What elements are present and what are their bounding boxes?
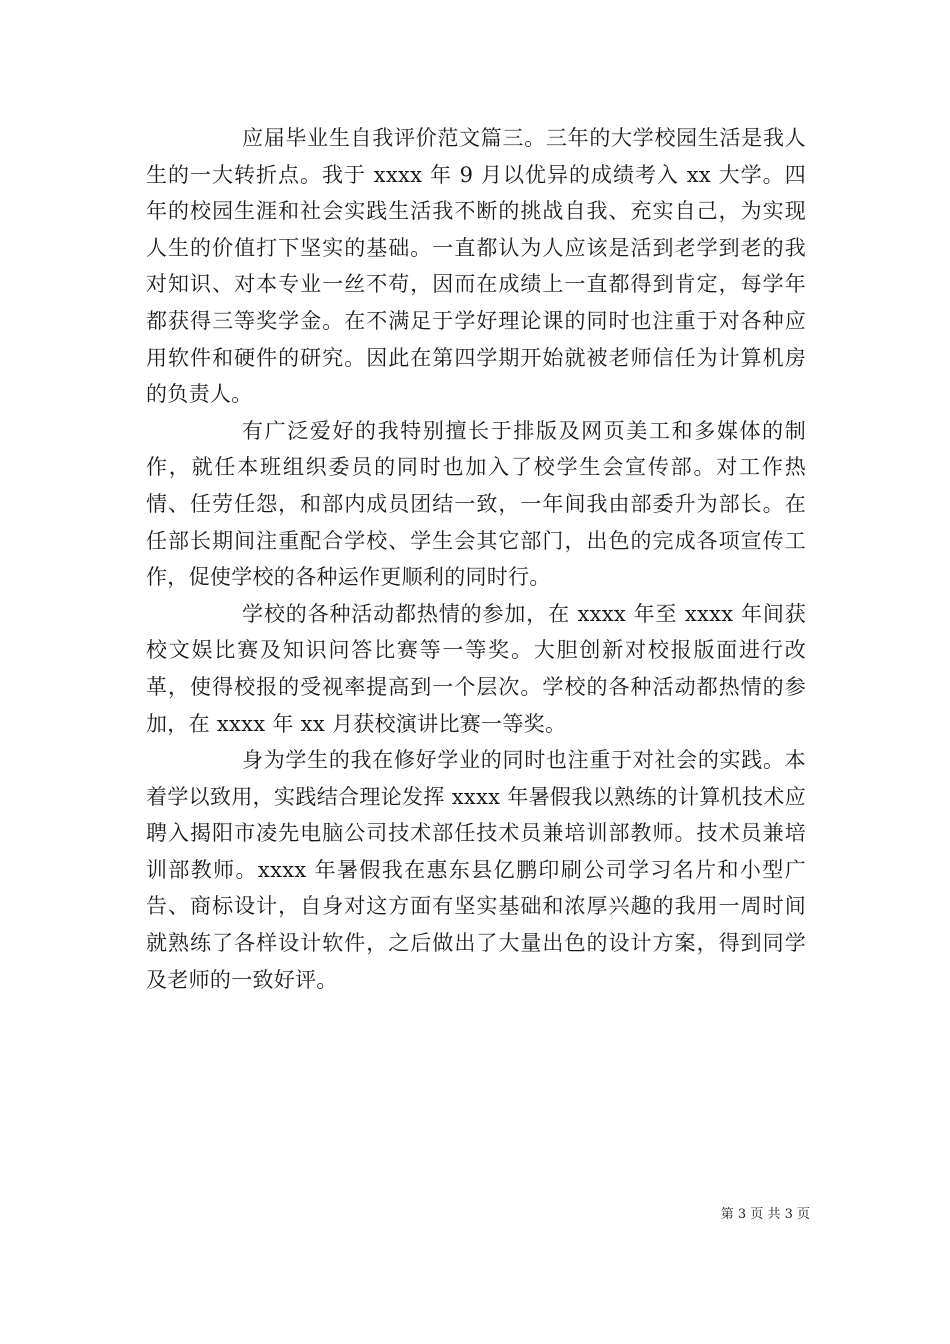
- paragraph-3: 学校的各种活动都热情的参加，在 xxxx 年至 xxxx 年间获校文娱比赛及知识问答比赛等一等奖。大胆创新对校报版面进行改革，使得校报的受视率提高到一个层次。学校的各种活动都热情的参加，在 xxxx 年 xx 月获校演讲比赛一等奖。: [146, 601, 806, 736]
- paragraph-2: 有广泛爱好的我特别擅长于排版及网页美工和多媒体的制作，就任本班组织委员的同时也加入了校学生会宣传部。对工作热情、任劳任怨，和部内成员团结一致，一年间我由部委升为部长。在任部长期间注重配合学校、学生会其它部门，出色的完成各项宣传工作，促使学校的各种运作更顺利的同时行。: [146, 418, 806, 590]
- document-body: [146, 120, 806, 998]
- paragraph-1: 应届毕业生自我评价范文篇三。三年的大学校园生活是我人生的一大转折点。我于 xxxx 年 9 月以优异的成绩考入 xx 大学。四年的校园生涯和社会实践生活我不断的挑战自我、充实自己，为实现人生的价值打下坚实的基础。一直都认为人应该是活到老学到老的我对知识、对本专业一丝不苟，因而在成绩上一直都得到肯定，每学年都获得三等奖学金。在不满足于学好理论课的同时也注重于对各种应用软件和硬件的研究。因此在第四学期开始就被老师信任为计算机房的负责人。: [146, 126, 806, 407]
- paragraph-4: 身为学生的我在修好学业的同时也注重于对社会的实践。本着学以致用，实践结合理论发挥 xxxx 年暑假我以熟练的计算机技术应聘入揭阳市凌先电脑公司技术部任技术员兼培训部教师。技术员兼培训部教师。xxxx 年暑假我在惠东县亿鹏印刷公司学习名片和小型广告、商标设计，自身对这方面有坚实基础和浓厚兴趣的我用一周时间就熟练了各样设计软件，之后做出了大量出色的设计方案，得到同学及老师的一致好评。: [146, 748, 806, 992]
- page-number-footer: 第 3 页 共 3 页: [720, 1207, 810, 1222]
